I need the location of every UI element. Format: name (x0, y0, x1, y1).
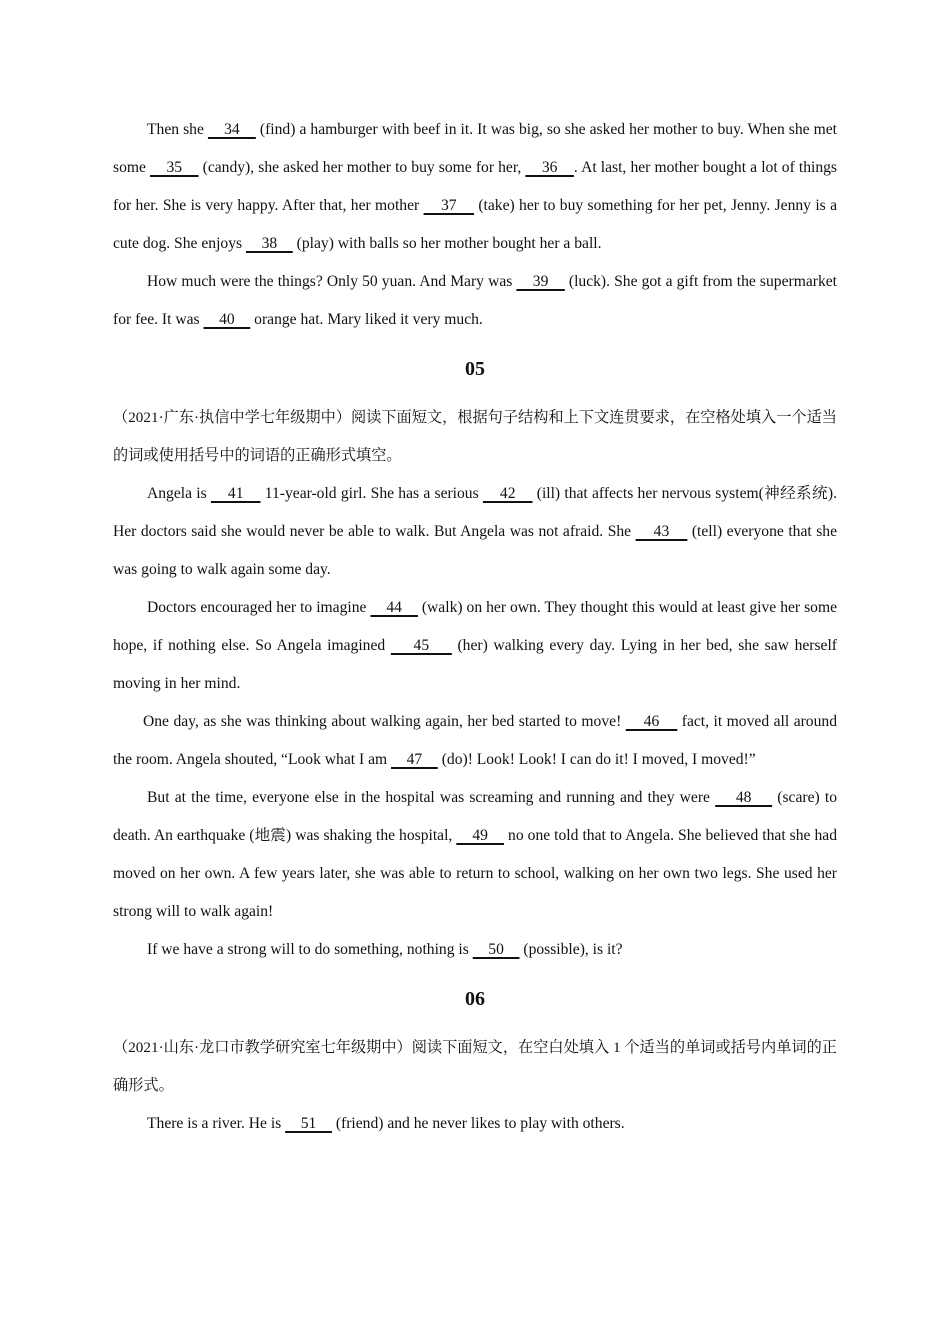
section-title: 05 (465, 358, 485, 380)
section-title: 06 (465, 988, 485, 1010)
paragraph (113, 475, 837, 589)
text-run: orange hat. Mary liked it very much. (250, 311, 483, 328)
answer-blank-45: 45 (390, 637, 452, 654)
text-run: Then she (147, 121, 208, 138)
paragraph (113, 931, 837, 969)
paragraph (113, 1105, 837, 1143)
answer-blank-36: 36 (525, 159, 574, 176)
section-instructions: （2021·山东·龙口市教学研究室七年级期中）阅读下面短文，在空白处填入 1 个适当的单词或括号内单词的正确形式。 (113, 1039, 837, 1094)
text-run: Doctors encouraged her to imagine (147, 599, 371, 616)
text-run: (ill) that affects her nervous system(神经系统). Her doctors said she would never be able to walk. But Angela was not afraid. She (113, 485, 838, 540)
text-run: How much were the things? Only 50 yuan. And Mary was (147, 273, 517, 290)
text-run: fact, it moved all around the room. Angela shouted, “Look what I am (113, 713, 837, 768)
answer-blank-50: 50 (472, 941, 520, 958)
paragraph (113, 703, 837, 779)
passage-4 (113, 111, 837, 339)
text-run: Angela is (147, 485, 211, 502)
paragraph (113, 779, 837, 931)
answer-blank-34: 34 (207, 121, 256, 138)
answer-blank-38: 38 (245, 235, 293, 252)
text-run: (candy), she asked her mother to buy some for her, (198, 159, 526, 176)
answer-blank-51: 51 (285, 1115, 332, 1132)
text-run: (possible), is it? (519, 941, 623, 958)
answer-blank-37: 37 (423, 197, 474, 214)
text-run: no one told that to Angela. She believed that she had moved on her own. A few years later, she was able to return to school, walking on her own two legs. She used her strong will to walk again! (113, 827, 837, 920)
text-run: One day, as she was thinking about walking again, her bed started to move! (143, 713, 626, 730)
text-run: (friend) and he never likes to play with others. (331, 1115, 625, 1132)
text-run: (luck). She got a gift from the supermarket for fee. It was (113, 273, 837, 328)
text-run: (tell) everyone that she was going to walk again some day. (113, 523, 838, 578)
answer-blank-49: 49 (456, 827, 505, 844)
answer-blank-43: 43 (635, 523, 688, 540)
text-run: (scare) to death. An earthquake (地震) was shaking the hospital, (113, 789, 837, 844)
text-run: (take) her to buy something for her pet, Jenny. Jenny is a cute dog. She enjoys (113, 197, 837, 252)
answer-blank-41: 41 (210, 485, 261, 502)
answer-blank-46: 46 (625, 713, 678, 730)
section-06 (113, 1029, 837, 1143)
section-05 (113, 399, 837, 969)
answer-blank-47: 47 (391, 751, 438, 768)
answer-blank-42: 42 (482, 485, 533, 502)
text-run: (her) walking every day. Lying in her bed, she saw herself moving in her mind. (113, 637, 837, 692)
text-run: (find) a hamburger with beef in it. It was big, so she asked her mother to buy. When she met some (113, 121, 838, 176)
answer-blank-39: 39 (516, 273, 565, 290)
text-run: (walk) on her own. They thought this would at least give her some hope, if nothing else. So Angela imagined (113, 599, 838, 654)
paragraph (113, 111, 837, 263)
answer-blank-40: 40 (203, 311, 251, 328)
text-run: . At last, her mother bought a lot of things for her. She is very happy. After that, her mother (113, 159, 837, 214)
paragraph (113, 263, 837, 339)
document-page (113, 111, 837, 1143)
text-run: There is a river. He is (147, 1115, 286, 1132)
answer-blank-48: 48 (715, 789, 773, 806)
section-instructions: （2021·广东·执信中学七年级期中）阅读下面短文，根据句子结构和上下文连贯要求，在空格处填入一个适当的词或使用括号中的词语的正确形式填空。 (113, 409, 837, 464)
text-run: 11-year-old girl. She has a serious (260, 485, 483, 502)
answer-blank-35: 35 (150, 159, 199, 176)
text-run: If we have a strong will to do something, nothing is (147, 941, 473, 958)
text-run: (play) with balls so her mother bought her a ball. (292, 235, 602, 252)
text-run: (do)! Look! Look! I can do it! I moved, I moved!” (437, 751, 756, 768)
text-run: But at the time, everyone else in the hospital was screaming and running and they were (147, 789, 716, 806)
answer-blank-44: 44 (370, 599, 418, 616)
paragraph (113, 589, 837, 703)
